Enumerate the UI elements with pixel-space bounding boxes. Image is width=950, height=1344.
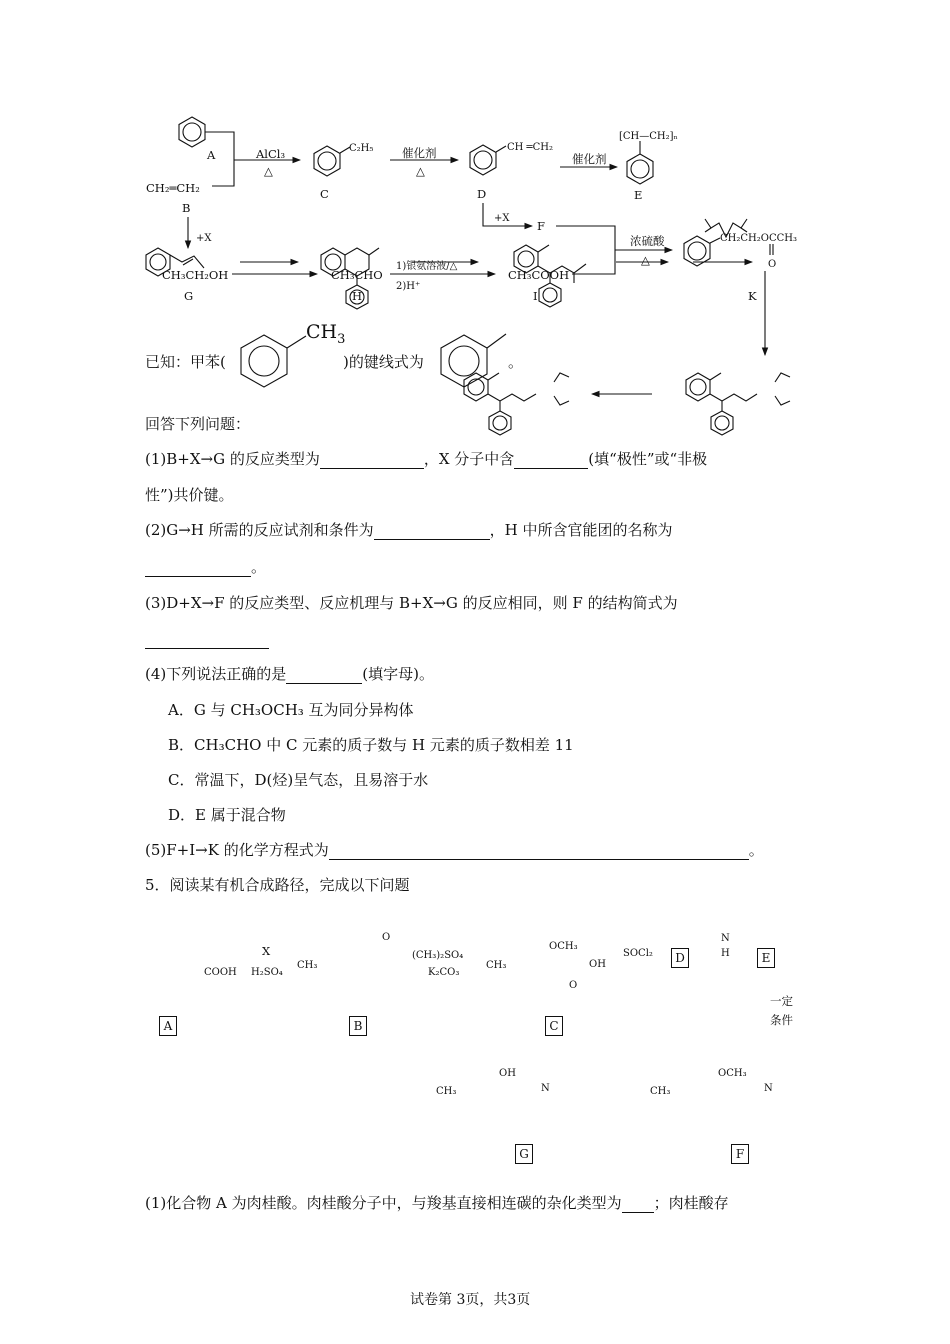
reagent-plus-x-1: +X (494, 213, 510, 224)
label-I: I (533, 289, 538, 303)
box-D: D (671, 948, 689, 968)
question-1-cont: 性”)共价键。 (145, 486, 234, 504)
box-E: E (757, 948, 775, 968)
label-G: G (184, 289, 194, 303)
reagent-me2so4: (CH₃)₂SO₄ (412, 950, 464, 961)
formula-G: CH₃CH₂OH (162, 268, 229, 282)
label-E: E (634, 188, 643, 202)
reagent-catalyst-1: 催化剂 (402, 146, 437, 160)
box-B: B (349, 1016, 367, 1036)
methyl-label: $CH_3$ (306, 321, 346, 347)
reagent-silver-1: 1)银氨溶液/△ (396, 261, 458, 272)
question-2-cont: 。 (145, 557, 266, 577)
methyl-F: CH₃ (650, 1086, 671, 1097)
reagent-silver-2: 2)H⁺ (396, 281, 421, 292)
reagent-conc-acid: 浓硫酸 (630, 234, 665, 248)
known-mid: )的键线式为 (343, 353, 424, 371)
blank-5[interactable] (329, 843, 749, 860)
option-A: A．G 与 CH₃OCH₃ 互为同分异构体 (168, 701, 414, 719)
cooh-label: COOH (204, 967, 237, 978)
question-2: (2)G→H 所需的反应试剂和条件为 ，H 中所含官能团的名称为 (145, 521, 673, 539)
heat-symbol-2: △ (416, 164, 425, 178)
methyl-G: CH₃ (436, 1086, 457, 1097)
blank-1a[interactable] (320, 452, 424, 469)
questions-header: 回答下列问题： (145, 415, 251, 433)
nitrogen-G: N (541, 1083, 550, 1094)
reagent-k2co3: K₂CO₃ (428, 967, 460, 978)
nitrogen-amine: N (721, 933, 730, 944)
box-G: G (515, 1144, 533, 1164)
blank-5-1[interactable] (622, 1196, 654, 1213)
known-end: 。 (508, 353, 524, 371)
reagent-plus-x-2: +X (196, 233, 212, 244)
formula-I: CH₃COOH (508, 268, 570, 282)
label-H: H (352, 289, 363, 303)
benzene-ring-A (179, 117, 205, 147)
reagent-catalyst-2: 催化剂 (572, 152, 607, 166)
reagent-x: X (262, 944, 271, 958)
methyl-B: CH₃ (297, 960, 318, 971)
reagent-h2so4: H₂SO₄ (251, 967, 283, 978)
compound-G-ring (464, 373, 569, 435)
reagent-alcl3: AlCl₃ (256, 147, 286, 161)
box-F: F (731, 1144, 749, 1164)
condition-2: 条件 (770, 1013, 793, 1027)
reagent-socl2: SOCl₂ (623, 948, 653, 959)
section-5-title: 5．阅读某有机合成路径，完成以下问题 (145, 876, 410, 894)
label-B: B (182, 201, 191, 215)
label-F: F (537, 219, 545, 233)
polymer-unit: [CH—CH₂]ₙ (619, 131, 678, 142)
benzene-ring-E (627, 154, 653, 184)
methoxy-F: OCH₃ (718, 1068, 747, 1079)
question-1: (1)B+X→G 的反应类型为 ，X 分子中含 (填“极性”或“非极 (145, 450, 708, 468)
hydroxyl-C: OH (589, 959, 606, 970)
question-5-1: (1)化合物 A 为肉桂酸。肉桂酸分子中，与羧基直接相连碳的杂化类型为 ；肉桂酸存 (145, 1194, 729, 1212)
benzene-ring-C (314, 146, 340, 176)
page-footer: 试卷第 3页，共3页 (410, 1292, 531, 1308)
option-C: C．常温下，D(烃)呈气态，且易溶于水 (168, 771, 429, 789)
blank-1b[interactable] (514, 452, 588, 469)
methyl-C: CH₃ (486, 960, 507, 971)
blank-2a[interactable] (374, 523, 490, 540)
label-A: A (207, 148, 216, 162)
heat-symbol-1: △ (264, 164, 273, 178)
option-D: D．E 属于混合物 (168, 806, 286, 824)
carbonyl-O-C: O (569, 980, 578, 991)
methoxy-C: OCH₃ (549, 941, 578, 952)
formula-B: CH₂═CH₂ (146, 181, 200, 195)
vinyl-group: CH ═CH₂ (507, 142, 553, 153)
ester-chain: CH₂CH₂OCCH₃ (720, 233, 797, 244)
blank-2b[interactable] (145, 560, 251, 577)
carbonyl-O-B: O (382, 932, 391, 943)
blank-4[interactable] (286, 667, 362, 684)
benzene-ring-D (470, 145, 496, 175)
formula-H: CH₃CHO (331, 268, 383, 282)
question-3-answer (145, 629, 269, 649)
question-4: (4)下列说法正确的是 (填字母)。 (145, 665, 434, 683)
toluene-structure (241, 335, 306, 387)
label-K: K (748, 289, 757, 303)
box-A: A (159, 1016, 177, 1036)
blank-3[interactable] (145, 632, 269, 649)
known-prefix: 已知：甲苯( (145, 353, 226, 371)
hydroxyl-G: OH (499, 1068, 516, 1079)
label-D: D (477, 187, 487, 201)
hydrogen-amine: H (721, 948, 730, 959)
nitrogen-F: N (764, 1083, 773, 1094)
ethyl-group: C₂H₅ (349, 143, 374, 154)
heat-symbol-3: △ (641, 253, 650, 267)
question-5: (5)F+I→K 的化学方程式为 。 (145, 841, 764, 859)
carbonyl-o: O (768, 259, 777, 270)
box-C: C (545, 1016, 563, 1036)
compound-F-ring (686, 373, 790, 435)
label-C: C (320, 187, 329, 201)
question-3: (3)D+X→F 的反应类型、反应机理与 B+X→G 的反应相同，则 F 的结构简式为 (145, 594, 678, 612)
condition-1: 一定 (770, 994, 793, 1008)
option-B: B．CH₃CHO 中 C 元素的质子数与 H 元素的质子数相差 11 (168, 736, 574, 754)
